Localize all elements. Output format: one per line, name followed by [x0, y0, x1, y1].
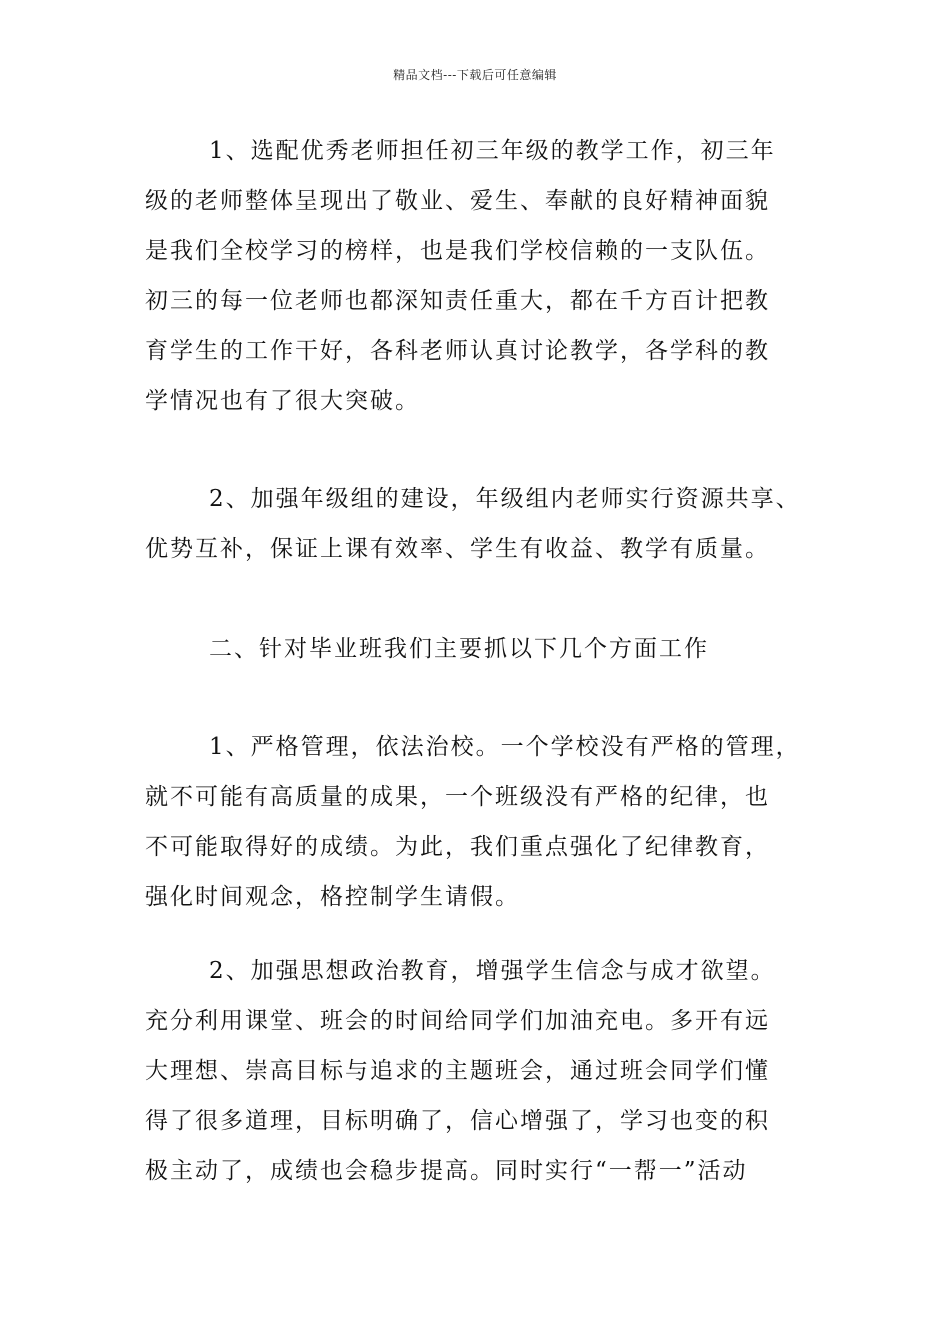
paragraph-strict-management: [145, 722, 835, 922]
paragraph-line: 2、加强年级组的建设，年级组内老师实行资源共享、: [209, 486, 801, 512]
paragraph-line: 优势互补，保证上课有效率、学生有收益、教学有质量。: [145, 536, 770, 562]
paragraph-line: 极主动了，成绩也会稳步提高。同时实行“一帮一”活动: [145, 1158, 748, 1184]
paragraph-line: 学情况也有了很大突破。: [145, 388, 420, 414]
paragraph-line: 初三的每一位老师也都深知责任重大，都在千方百计把教: [145, 288, 770, 314]
paragraph-line: 充分利用课堂、班会的时间给同学们加油充电。多开有远: [145, 1008, 770, 1034]
paragraph-line: 级的老师整体呈现出了敬业、爱生、奉献的良好精神面貌: [145, 188, 770, 214]
page-header: 精品文档---下载后可任意编辑: [393, 68, 557, 82]
paragraph-line: 不可能取得好的成绩。为此，我们重点强化了纪律教育，: [145, 834, 770, 860]
paragraph-ideological-education: [145, 946, 835, 1196]
paragraph-line: 大理想、崇高目标与追求的主题班会，通过班会同学们懂: [145, 1058, 770, 1084]
paragraph-line: 1、严格管理，依法治校。一个学校没有严格的管理，: [209, 734, 801, 760]
paragraph-line: 育学生的工作干好，各科老师认真讨论教学，各学科的教: [145, 338, 770, 364]
paragraph-grade-group: [145, 474, 835, 574]
paragraph-line: 就不可能有高质量的成果，一个班级没有严格的纪律，也: [145, 784, 770, 810]
section-heading-graduating-class: [145, 624, 835, 674]
paragraph-teacher-selection: [145, 126, 835, 426]
section-heading-line: 二、针对毕业班我们主要抓以下几个方面工作: [209, 636, 709, 662]
paragraph-line: 是我们全校学习的榜样，也是我们学校信赖的一支队伍。: [145, 238, 770, 264]
paragraph-line: 1、选配优秀老师担任初三年级的教学工作，初三年: [209, 138, 776, 164]
paragraph-line: 2、加强思想政治教育，增强学生信念与成才欲望。: [209, 958, 776, 984]
paragraph-line: 得了很多道理，目标明确了，信心增强了，学习也变的积: [145, 1108, 770, 1134]
paragraph-line: 强化时间观念，格控制学生请假。: [145, 884, 520, 910]
